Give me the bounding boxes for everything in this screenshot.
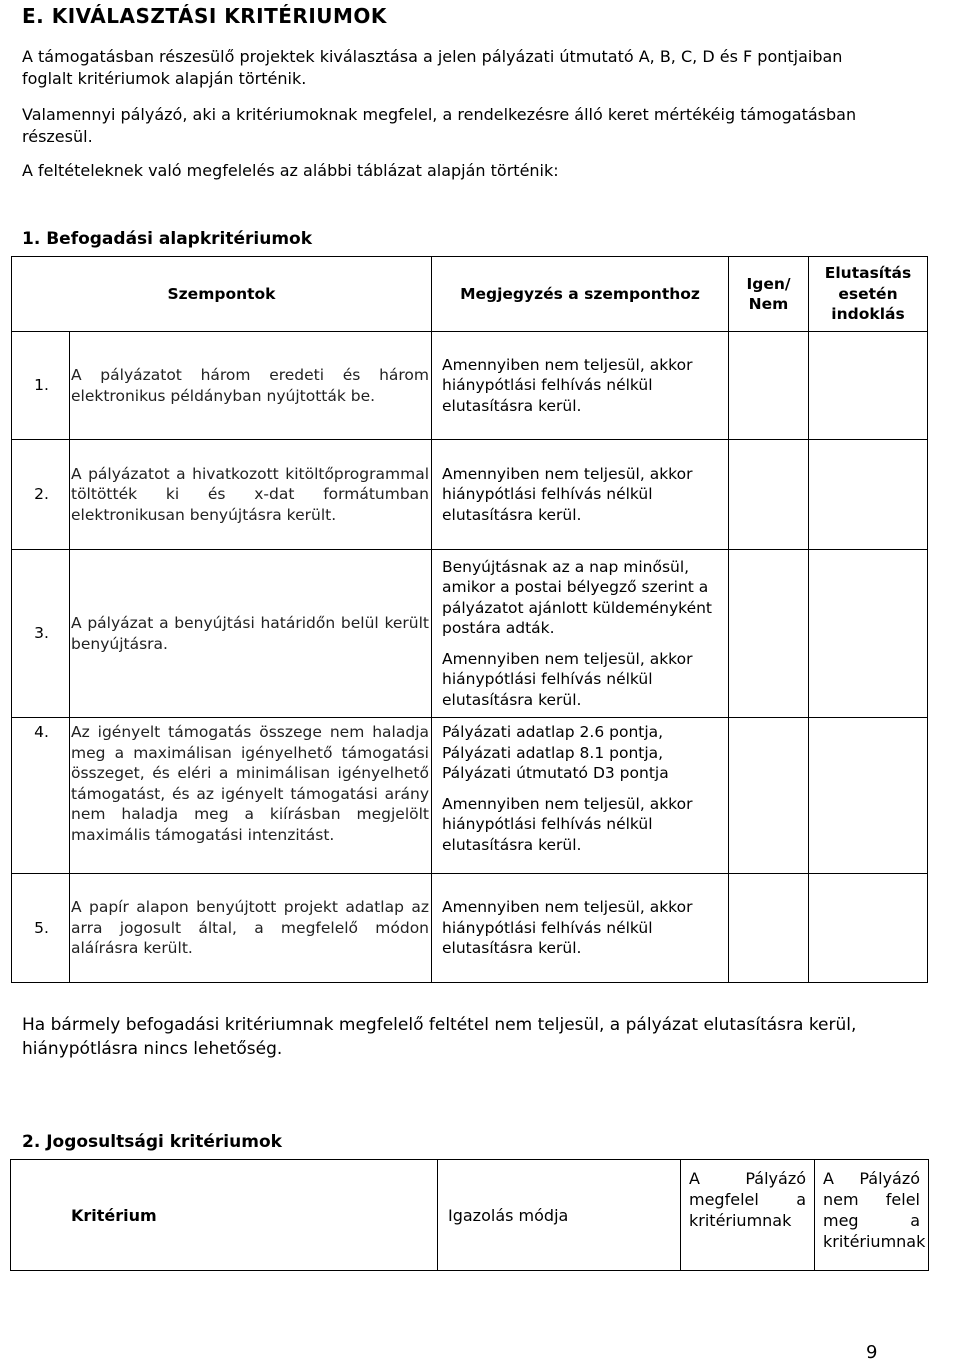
table-row xyxy=(12,718,928,874)
row-criterion: A pályázatot a hivatkozott kitöltőprogrammal töltötték ki és x-dat formátumban elektronikusan benyújtásra került. xyxy=(70,440,432,550)
row-note: Benyújtásnak az a nap minősül, amikor a postai bélyegző szerint a pályázatot ajánlott küldeményként postára adták. Amennyiben nem teljesül, akkor hiánypótlási felhívás nélkül elutasításra kerül. xyxy=(432,550,729,718)
header-criterion: Kritérium xyxy=(11,1160,438,1271)
row-note: Pályázati adatlap 2.6 pontja, Pályázati adatlap 8.1 pontja, Pályázati útmutató D3 pontja Amennyiben nem teljesül, akkor hiánypótlási felhívás nélkül elutasításra kerül. xyxy=(432,718,729,874)
table-header-row xyxy=(12,257,928,332)
row-yes-no-cell[interactable] xyxy=(729,550,809,718)
row-yes-no-cell[interactable] xyxy=(729,440,809,550)
section-title: E. KIVÁLASZTÁSI KRITÉRIUMOK xyxy=(22,4,387,28)
row-criterion: A papír alapon benyújtott projekt adatlap az arra jogosult által, a megfelelő módon aláírásra került. xyxy=(70,874,432,983)
row-reason-cell[interactable] xyxy=(809,718,928,874)
section1-heading: 1. Befogadási alapkritériumok xyxy=(22,229,313,249)
header-reason: Elutasítás esetén indoklás xyxy=(809,257,928,332)
row-number: 2. xyxy=(12,440,70,550)
eligibility-criteria-table xyxy=(10,1159,929,1271)
row-number: 3. xyxy=(12,550,70,718)
row-number: 1. xyxy=(12,332,70,440)
row-criterion: Az igényelt támogatás összege nem haladja meg a maximálisan igényelhető támogatási összeget, és eléri a minimálisan igényelhető támogatást, és az igényelt támogatási arány nem haladja meg a kiírásban megjelölt maximális támogatási intenzitást. xyxy=(70,718,432,874)
row-yes-no-cell[interactable] xyxy=(729,874,809,983)
intro-paragraph-2: Valamennyi pályázó, aki a kritériumoknak megfelel, a rendelkezésre álló keret mértékéig támogatásban részesül. xyxy=(22,105,857,146)
row-reason-cell[interactable] xyxy=(809,874,928,983)
intro-paragraph-1: A támogatásban részesülő projektek kiválasztása a jelen pályázati útmutató A, B, C, D és F pontjaiban foglalt kritériumok alapján történik. xyxy=(22,47,843,88)
header-note: Megjegyzés a szemponthoz xyxy=(432,257,729,332)
section2-heading: 2. Jogosultsági kritériumok xyxy=(22,1132,282,1152)
row-number: 5. xyxy=(12,874,70,983)
row-yes-no-cell[interactable] xyxy=(729,332,809,440)
row-number: 4. xyxy=(12,718,70,874)
row-reason-cell[interactable] xyxy=(809,440,928,550)
page-number: 9 xyxy=(866,1342,878,1363)
row-criterion: A pályázatot három eredeti és három elektronikus példányban nyújtották be. xyxy=(70,332,432,440)
header-proof: Igazolás módja xyxy=(438,1160,681,1271)
header-criteria: Szempontok xyxy=(12,257,432,332)
row-note: Amennyiben nem teljesül, akkor hiánypótlási felhívás nélkül elutasításra kerül. xyxy=(432,332,729,440)
table-row xyxy=(12,550,928,718)
row-yes-no-cell[interactable] xyxy=(729,718,809,874)
header-not-meets: A Pályázó nem felel meg a kritériumnak xyxy=(815,1160,929,1271)
admission-criteria-table xyxy=(11,256,928,983)
row-note: Amennyiben nem teljesül, akkor hiánypótlási felhívás nélkül elutasításra kerül. xyxy=(432,874,729,983)
row-reason-cell[interactable] xyxy=(809,332,928,440)
table-row xyxy=(12,440,928,550)
row-criterion: A pályázat a benyújtási határidőn belül került benyújtásra. xyxy=(70,550,432,718)
table-header-row xyxy=(11,1160,929,1271)
intro-paragraph-3: A feltételeknek való megfelelés az alábbi táblázat alapján történik: xyxy=(22,161,559,180)
row-note: Amennyiben nem teljesül, akkor hiánypótlási felhívás nélkül elutasításra kerül. xyxy=(432,440,729,550)
table-row xyxy=(12,332,928,440)
header-yes-no: Igen/ Nem xyxy=(729,257,809,332)
table-row xyxy=(12,874,928,983)
header-meets: A Pályázó megfelel a kritériumnak xyxy=(681,1160,815,1271)
row-reason-cell[interactable] xyxy=(809,550,928,718)
rejection-note-paragraph: Ha bármely befogadási kritériumnak megfelelő feltétel nem teljesül, a pályázat elutasításra kerül, hiánypótlásra nincs lehetőség. xyxy=(22,1015,857,1059)
